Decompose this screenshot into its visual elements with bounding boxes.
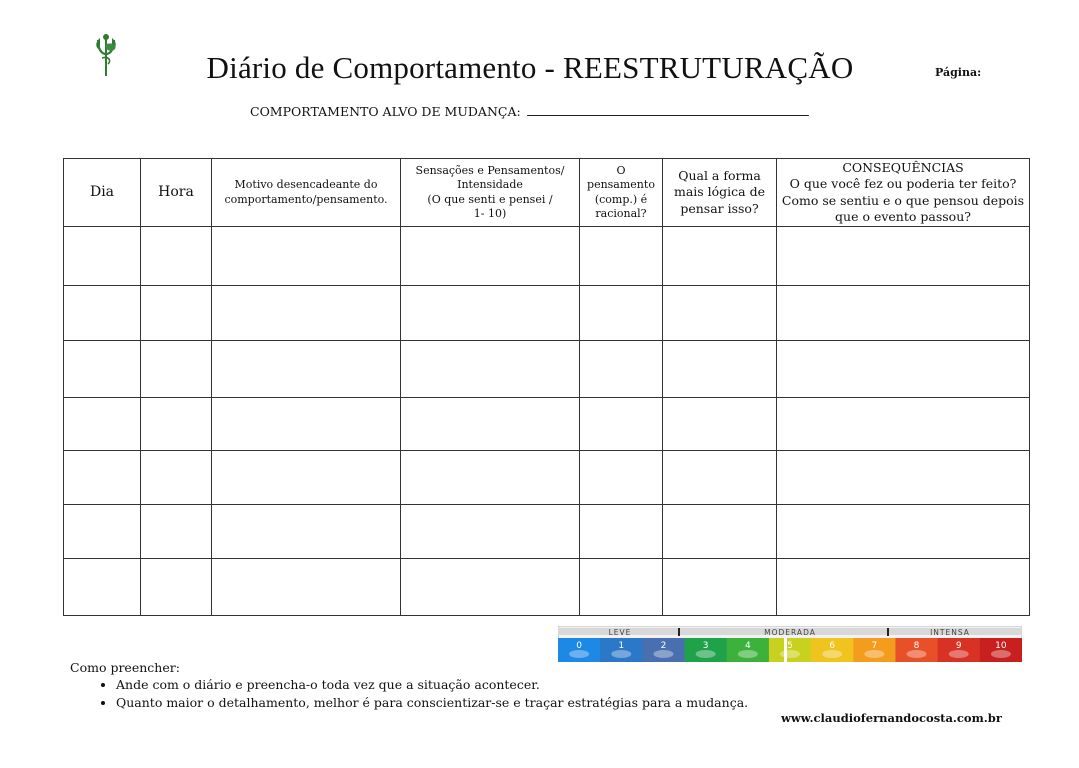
column-header-dia xyxy=(64,159,141,227)
cell-hora[interactable] xyxy=(141,505,212,559)
table-row xyxy=(64,341,1030,398)
cell-sensacoes[interactable] xyxy=(401,559,580,616)
cell-forma-logica[interactable] xyxy=(663,559,777,616)
page-number-label: Página: xyxy=(935,66,982,79)
column-header-line: O que você fez ou poderia ter feito? xyxy=(789,176,1017,192)
column-header-line: Intensidade xyxy=(457,178,523,192)
cell-sensacoes[interactable] xyxy=(401,341,580,398)
scale-face-icon xyxy=(864,650,884,658)
scale-number: 2 xyxy=(660,641,667,651)
scale-number: 1 xyxy=(618,641,625,651)
cell-hora[interactable] xyxy=(141,451,212,505)
scale-number: 5 xyxy=(787,641,793,651)
cell-consequencias[interactable] xyxy=(777,451,1030,505)
table-row xyxy=(64,559,1030,616)
cell-consequencias[interactable] xyxy=(777,227,1030,286)
scale-face-icon xyxy=(780,650,800,658)
column-header-line: CONSEQUÊNCIAS xyxy=(842,160,964,175)
cell-racional[interactable] xyxy=(580,341,663,398)
scale-number: 8 xyxy=(913,641,920,651)
column-header-line: Motivo desencadeante do xyxy=(234,178,378,192)
cell-hora[interactable] xyxy=(141,227,212,286)
scale-number: 10 xyxy=(995,641,1007,651)
column-header-forma-logica xyxy=(663,159,777,227)
scale-number: 0 xyxy=(576,641,582,651)
column-header-line: pensar isso? xyxy=(680,200,759,216)
cell-motivo[interactable] xyxy=(212,559,401,616)
scale-label: MODERADA xyxy=(764,628,816,637)
cell-racional[interactable] xyxy=(580,451,663,505)
scale-face-icon xyxy=(653,650,673,658)
scale-face-icon xyxy=(569,650,589,658)
scale-face-icon xyxy=(611,650,631,658)
table-row xyxy=(64,398,1030,451)
cell-hora[interactable] xyxy=(141,286,212,341)
scale-face-icon xyxy=(738,650,758,658)
cell-motivo[interactable] xyxy=(212,451,401,505)
cell-dia[interactable] xyxy=(64,505,141,559)
cell-motivo[interactable] xyxy=(212,505,401,559)
target-behavior-blank-line[interactable] xyxy=(527,105,809,116)
column-header-hora xyxy=(141,159,212,227)
target-behavior-label: COMPORTAMENTO ALVO DE MUDANÇA: xyxy=(250,104,521,119)
instructions-heading: Como preencher: xyxy=(70,660,180,675)
scale-label: INTENSA xyxy=(930,628,970,637)
cell-forma-logica[interactable] xyxy=(663,341,777,398)
column-header-line: Hora xyxy=(158,184,194,201)
column-header-line: mais lógica de xyxy=(673,184,766,200)
table-body xyxy=(64,227,1030,616)
cell-racional[interactable] xyxy=(580,505,663,559)
column-header-line: Sensações e Pensamentos/ xyxy=(415,163,565,177)
behavior-diary-table xyxy=(63,158,1030,616)
table-row xyxy=(64,451,1030,505)
column-header-motivo xyxy=(212,159,401,227)
cell-sensacoes[interactable] xyxy=(401,398,580,451)
scale-face-icon xyxy=(907,650,927,658)
scale-face-icon xyxy=(822,650,842,658)
cell-dia[interactable] xyxy=(64,227,141,286)
cell-consequencias[interactable] xyxy=(777,398,1030,451)
scale-label: LEVE xyxy=(608,628,632,637)
cell-dia[interactable] xyxy=(64,341,141,398)
column-header-line: Dia xyxy=(89,184,115,201)
cell-sensacoes[interactable] xyxy=(401,451,580,505)
scale-number: 6 xyxy=(829,641,836,651)
cell-dia[interactable] xyxy=(64,286,141,341)
cell-racional[interactable] xyxy=(580,286,663,341)
website-link[interactable]: www.claudiofernandocosta.com.br xyxy=(781,711,1002,725)
cell-consequencias[interactable] xyxy=(777,505,1030,559)
cell-racional[interactable] xyxy=(580,398,663,451)
scale-face-icon xyxy=(949,650,969,658)
cell-forma-logica[interactable] xyxy=(663,227,777,286)
column-header-line: comportamento/pensamento. xyxy=(224,192,388,206)
scale-number: 4 xyxy=(744,641,751,651)
cell-motivo[interactable] xyxy=(212,286,401,341)
column-header-racional xyxy=(580,159,663,227)
instruction-item: • Ande com o diário e preencha-o toda vez que a situação acontecer. xyxy=(116,677,748,692)
scale-number: 7 xyxy=(871,641,878,651)
table-row xyxy=(64,505,1030,559)
page-title: Diário de Comportamento - REESTRUTURAÇÃO xyxy=(206,50,854,85)
column-header-line: Como se sentiu e o que pensou depois xyxy=(781,192,1025,208)
cell-dia[interactable] xyxy=(64,398,141,451)
column-header-consequencias xyxy=(777,159,1030,227)
cell-forma-logica[interactable] xyxy=(663,286,777,341)
column-header-line: (O que senti e pensei / xyxy=(427,192,553,206)
cell-forma-logica[interactable] xyxy=(663,398,777,451)
table-row xyxy=(64,286,1030,341)
cell-sensacoes[interactable] xyxy=(401,227,580,286)
instructions-section xyxy=(70,660,748,713)
cell-hora[interactable] xyxy=(141,398,212,451)
cell-forma-logica[interactable] xyxy=(663,451,777,505)
column-header-line: 1- 10) xyxy=(473,206,507,220)
cell-racional[interactable] xyxy=(580,559,663,616)
cell-racional[interactable] xyxy=(580,227,663,286)
column-header-line: pensamento xyxy=(587,178,655,192)
cell-forma-logica[interactable] xyxy=(663,505,777,559)
scale-divider xyxy=(678,628,680,636)
scale-number: 3 xyxy=(702,641,709,651)
column-header-line: racional? xyxy=(595,206,647,220)
cell-consequencias[interactable] xyxy=(777,286,1030,341)
cell-dia[interactable] xyxy=(64,559,141,616)
table-header-row xyxy=(64,159,1030,227)
cell-consequencias[interactable] xyxy=(777,559,1030,616)
instructions-list xyxy=(70,677,748,710)
table-row xyxy=(64,227,1030,286)
cell-motivo[interactable] xyxy=(212,227,401,286)
cell-sensacoes[interactable] xyxy=(401,505,580,559)
cell-hora[interactable] xyxy=(141,559,212,616)
instruction-item: • Quanto maior o detalhamento, melhor é para conscientizar-se e traçar estratégias para a mudança. xyxy=(116,695,748,710)
scale-face-icon xyxy=(991,650,1011,658)
cell-motivo[interactable] xyxy=(212,398,401,451)
target-behavior-field xyxy=(250,104,809,119)
scale-divider xyxy=(887,628,889,636)
cell-motivo[interactable] xyxy=(212,341,401,398)
column-header-line: Qual a forma xyxy=(678,168,761,184)
scale-face-icon xyxy=(696,650,716,658)
intensity-scale xyxy=(558,626,1022,662)
cell-hora[interactable] xyxy=(141,341,212,398)
cell-dia[interactable] xyxy=(64,451,141,505)
cell-sensacoes[interactable] xyxy=(401,286,580,341)
scale-number: 9 xyxy=(955,641,962,651)
column-header-sensacoes xyxy=(401,159,580,227)
column-header-line: que o evento passou? xyxy=(835,208,971,224)
cell-consequencias[interactable] xyxy=(777,341,1030,398)
column-header-line: O xyxy=(616,163,626,177)
column-header-line: (comp.) é xyxy=(594,192,648,206)
scale-marker xyxy=(784,638,787,662)
